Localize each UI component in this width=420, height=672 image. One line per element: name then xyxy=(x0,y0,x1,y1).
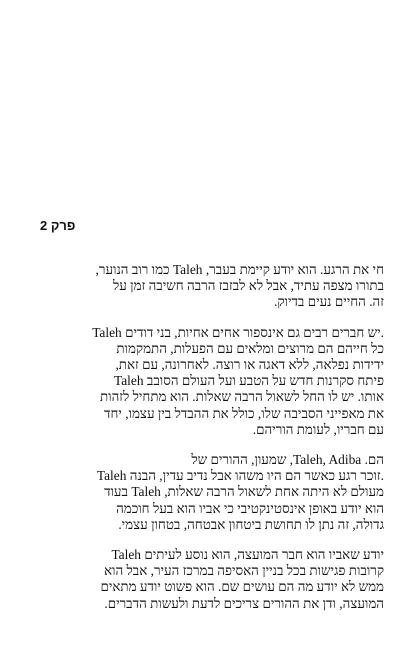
paragraph-2 xyxy=(36,325,384,438)
text-line: קרובות פגישות בכל בניין האסיפה במרכז העיר, אבל הוא xyxy=(104,563,384,579)
text-line: את מאפייני הסביבה שלו, כולל את ההבדל בין עצמו, יחד xyxy=(104,405,384,421)
body-text xyxy=(36,262,384,626)
paragraph-1 xyxy=(36,262,384,311)
text-line: ממש לא יודע מה הם עושים שם. הוא פשוט יודע מתאים xyxy=(100,579,384,595)
text-line: בתורו מצפה עתיד, אבל לא לבזבז הרבה חשיבה זמן על xyxy=(112,278,384,294)
text-line: הוא יודע באופן אינסטינקטיבי כי אביו הוא בעל חוכמה xyxy=(116,500,384,516)
text-line: עם חבריו, לעומת הוריהם. xyxy=(252,421,384,437)
text-line: חי את הרגע. הוא יודע קיימת בעבר, Taleh כמו רוב הנוער, xyxy=(95,262,384,277)
text-line: כל חייהם הם מרוצים ומלאים עם הפעלות, התמקמות xyxy=(116,340,384,356)
text-line: הם. Taleh, Adiba, שמעון, ההורים של xyxy=(191,452,384,468)
text-line: Taleh יודע שאביו הוא חבר המועצה, הוא נוסע לעיתים xyxy=(111,547,384,563)
text-line: Taleh יש חברים רבים גם אינספור אחים אחיות, בני דודים. xyxy=(92,324,384,340)
chapter-heading: פרק 2 xyxy=(40,218,76,233)
text-line: זה. החיים נעים בדיוק. xyxy=(274,294,384,310)
text-line: אותו. יש לו החל לשאול הרבה שאלות. הוא מתחיל לזהות xyxy=(100,389,384,405)
text-line: ידידות נפלאה, ללא דאגה או רוצה. לאחרונה, עם זאת, xyxy=(115,357,384,373)
text-line: Taleh פיתח סקרנות חדש על הטבע ועל העולם הסובב xyxy=(113,373,384,389)
paragraph-3 xyxy=(36,452,384,533)
text-line: המועצה, ודן את ההורים צריכים לדעת ולעשות הדברים. xyxy=(104,595,384,611)
text-line: מעולם לא היתה אחת לשאול הרבה שאלות, Taleh בעוד xyxy=(104,484,384,500)
paragraph-4 xyxy=(36,547,384,612)
text-line: Taleh זוכר רגע כאשר הם היו משהו אבל נדיב עדין, הבנה. xyxy=(96,468,384,484)
text-line: גדולה, זה נתן לו תחושת ביטחון אבטחה, בטחון עצמי. xyxy=(118,516,384,532)
